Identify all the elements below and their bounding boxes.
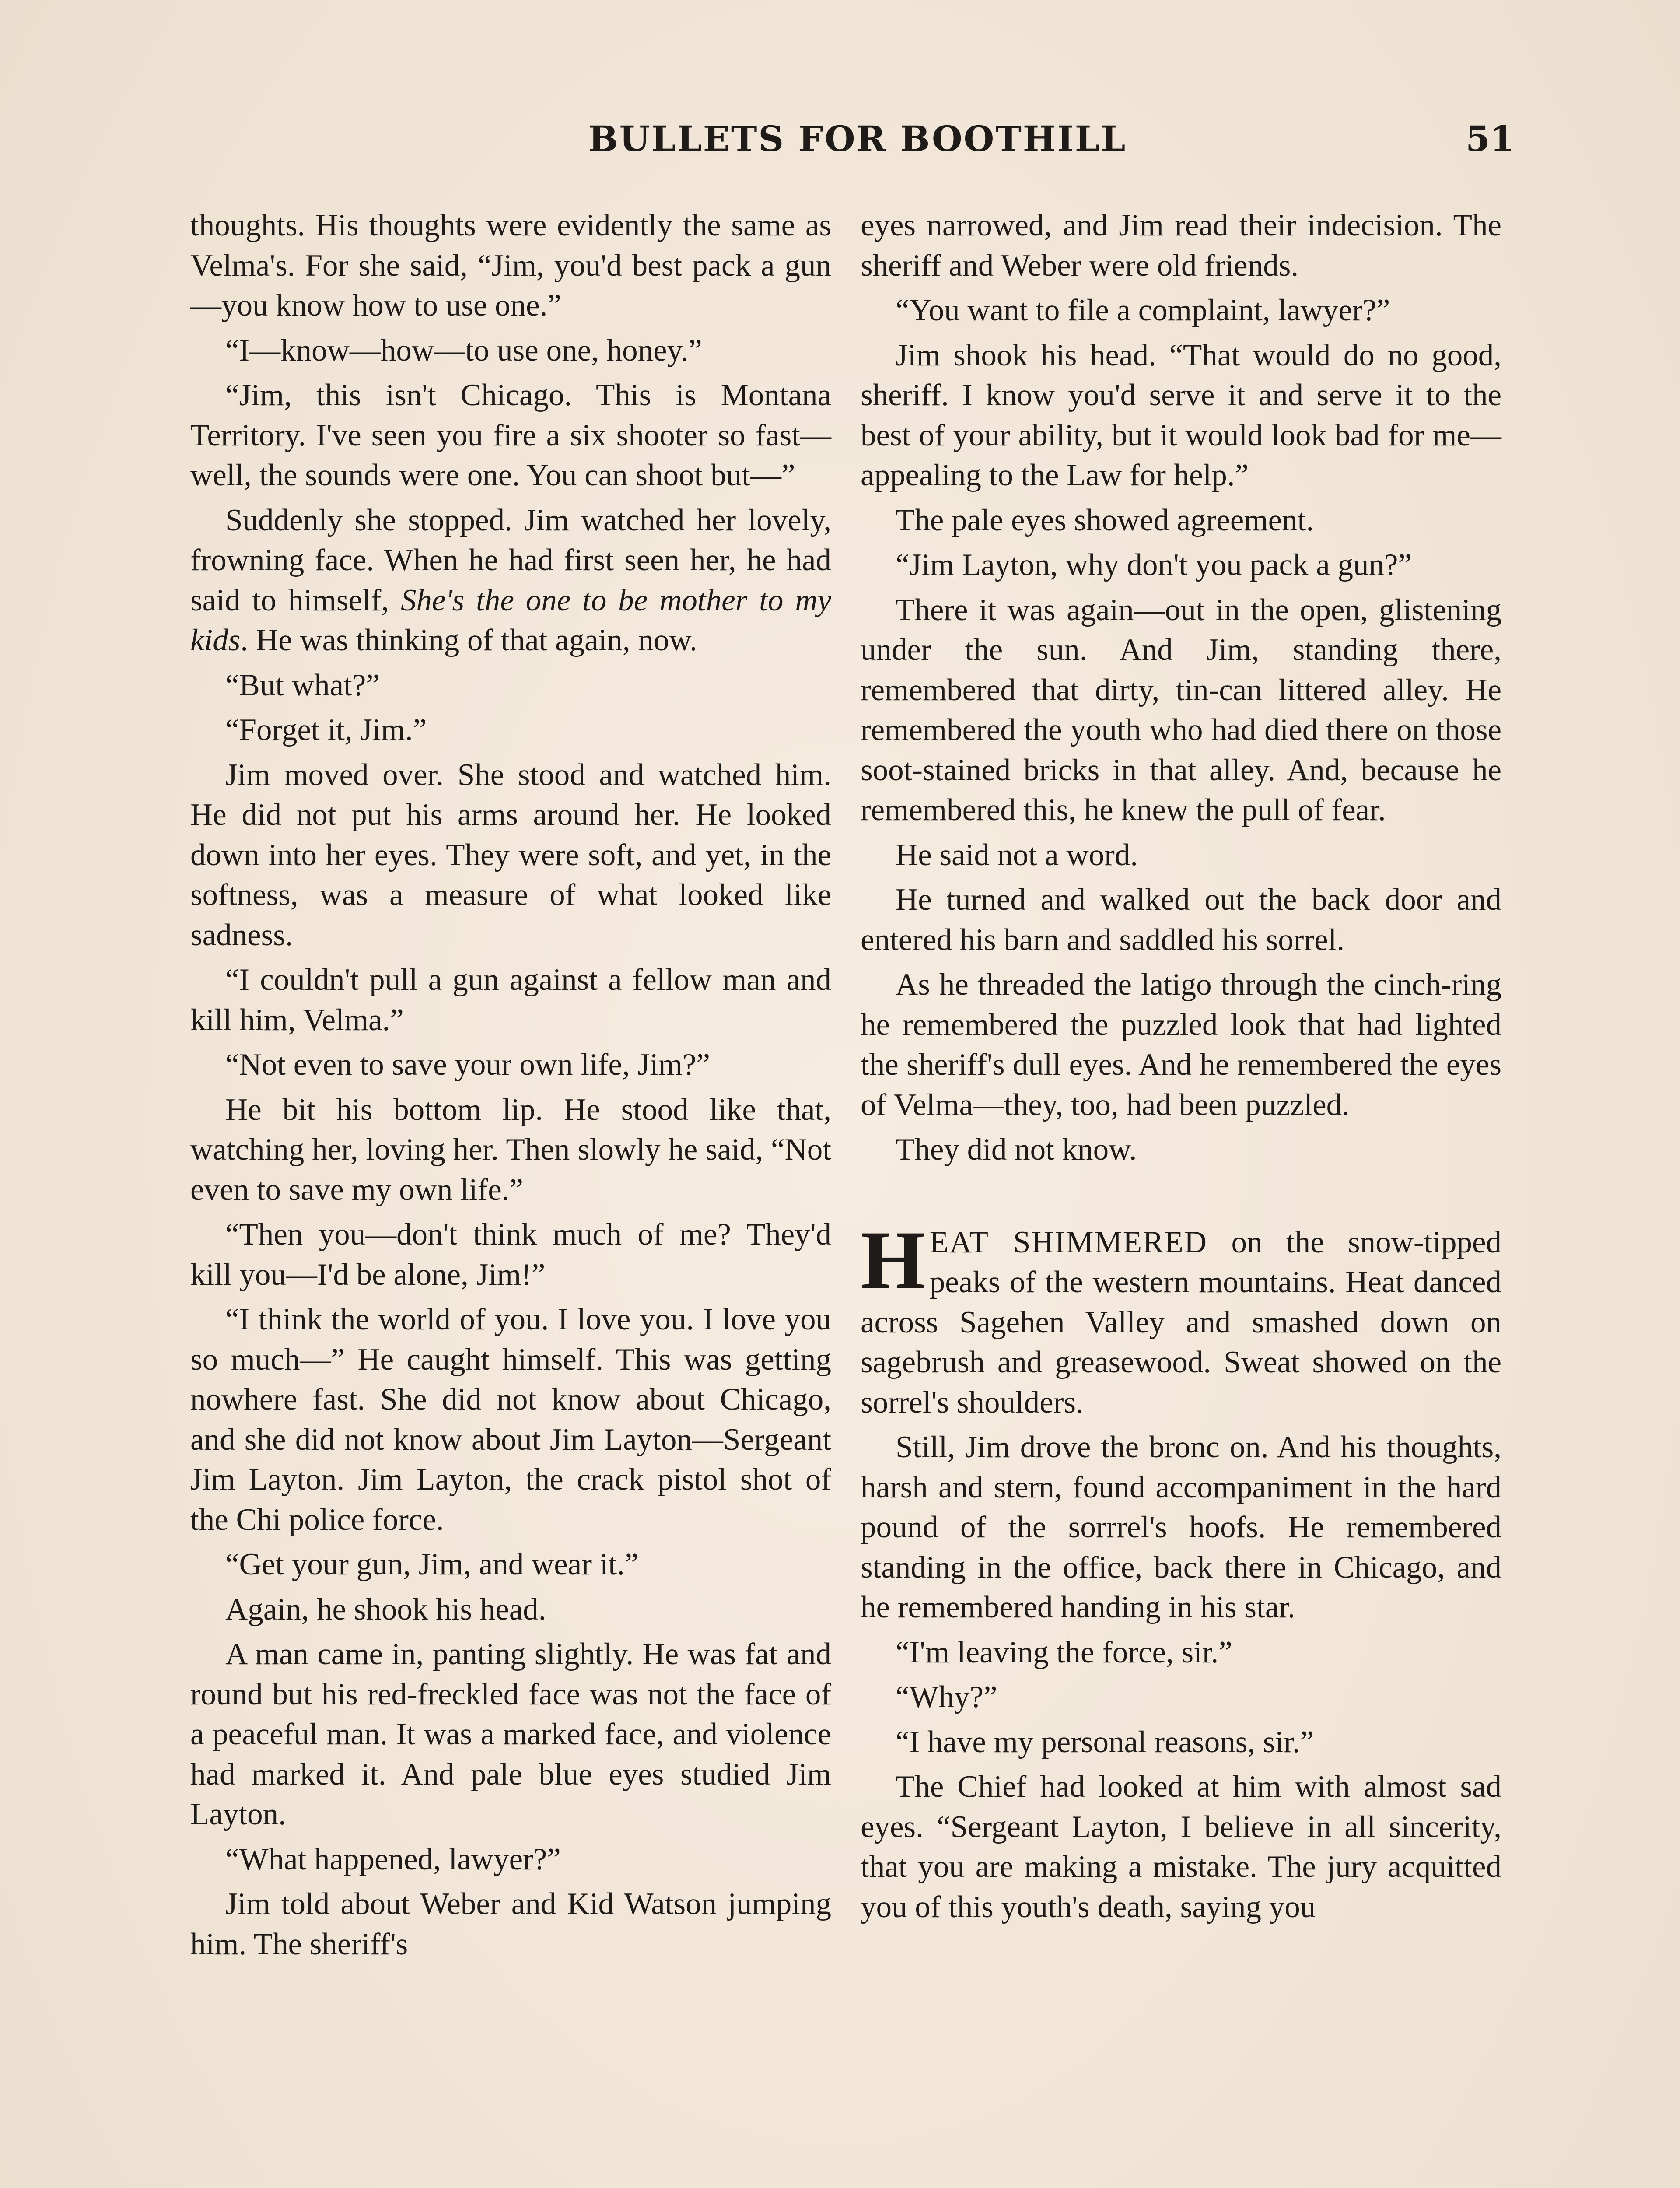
paragraph: Again, he shook his head. bbox=[225, 1592, 546, 1627]
paragraph: “You want to file a complaint, lawyer?” bbox=[896, 293, 1390, 327]
paragraph: “I—know—how—to use one, honey.” bbox=[225, 333, 702, 368]
italic-text: She's the one to be mother to my kids bbox=[190, 583, 832, 657]
paragraph: A man came in, panting slightly. He was fat and round but his red-freckled face was not the face of a peaceful man. It was a marked face, and violence had marked it. And pale blue eyes studied Jim Layton. bbox=[190, 1637, 831, 1831]
paragraph: “Jim Layton, why don't you pack a gun?” bbox=[896, 548, 1412, 582]
paragraph: “Forget it, Jim.” bbox=[225, 713, 427, 747]
section-opening-paragraph bbox=[861, 1214, 1502, 1423]
paragraph: The pale eyes showed agreement. bbox=[896, 503, 1314, 537]
paragraph: thoughts. His thoughts were evidently the same as Velma's. For she said, “Jim, you'd best pack a gun—you know how to use one.” bbox=[190, 208, 831, 323]
paragraph: Jim moved over. She stood and watched him. He did not put his arms around her. He looked down into her eyes. They were soft, and yet, in the softness, was a measure of what looked like sadness. bbox=[190, 757, 831, 952]
paragraph: “I think the world of you. I love you. I love you so much—” He caught himself. This was getting nowhere fast. She did not know about Chicago, and she did not know about Jim Layton—Sergeant Jim Layton. Jim Layton, the crack pistol shot of the Chi police force. bbox=[190, 1302, 831, 1537]
paragraph: Jim told about Weber and Kid Watson jumping him. The sheriff's bbox=[190, 1887, 831, 1961]
running-header: BULLETS FOR BOOTHILL bbox=[588, 118, 1127, 159]
paragraph: He said not a word. bbox=[896, 838, 1138, 872]
paragraph: They did not know. bbox=[896, 1133, 1137, 1167]
paragraph: Jim shook his head. “That would do no good, sheriff. I know you'd serve it and serve it to the best of your ability, but it would look bad for me—appealing to the Law for help.” bbox=[861, 338, 1502, 492]
drop-cap: H bbox=[861, 1214, 925, 1306]
paragraph: “Not even to save your own life, Jim?” bbox=[225, 1048, 710, 1082]
paragraph: Still, Jim drove the bronc on. And his thoughts, harsh and stern, found accompaniment in the hard pound of the sorrrel's hoofs. He remembered standing in the office, back there in Chicago, and he remembered handing in his star. bbox=[861, 1430, 1502, 1624]
text-run: . He was thinking of that again, now. bbox=[240, 623, 697, 657]
paragraph: He bit his bottom lip. He stood like that, watching her, loving her. Then slowly he said, “Not even to save my own life.” bbox=[190, 1092, 831, 1207]
paragraph: “Jim, this isn't Chicago. This is Montana Territory. I've seen you fire a six shooter so fast—well, the sounds were one. You can shoot but—” bbox=[190, 378, 831, 492]
left-column bbox=[190, 206, 831, 1969]
paragraph: “I couldn't pull a gun against a fellow man and kill him, Velma.” bbox=[190, 963, 831, 1037]
paragraph: There it was again—out in the open, glistening under the sun. And Jim, standing there, remembered that dirty, tin-can littered alley. He remembered the youth who had died there on those soot-stained bricks in that alley. And, because he remembered this, he knew the pull of fear. bbox=[861, 593, 1502, 827]
paragraph bbox=[190, 501, 831, 661]
paragraph: “I'm leaving the force, sir.” bbox=[896, 1635, 1232, 1669]
paragraph: eyes narrowed, and Jim read their indecision. The sheriff and Weber were old friends. bbox=[861, 208, 1502, 283]
paragraph: “But what?” bbox=[225, 668, 380, 702]
right-column bbox=[861, 206, 1502, 1932]
small-caps-lead: EAT SHIMMERED bbox=[929, 1225, 1208, 1259]
paragraph: As he threaded the latigo through the cinch-ring he remembered the puzzled look that had lighted the sheriff's dull eyes. And he remembered the eyes of Velma—they, too, had been puzzled. bbox=[861, 968, 1502, 1122]
paragraph: “I have my personal reasons, sir.” bbox=[896, 1725, 1314, 1759]
paragraph: He turned and walked out the back door and entered his barn and saddled his sorrel. bbox=[861, 883, 1502, 957]
paragraph: “Why?” bbox=[896, 1680, 998, 1714]
paragraph: The Chief had looked at him with almost sad eyes. “Sergeant Layton, I believe in all sincerity, that you are making a mistake. The jury acquitted you of this youth's death, saying you bbox=[861, 1770, 1502, 1924]
page-number: 51 bbox=[1466, 118, 1515, 159]
paragraph: “Get your gun, Jim, and wear it.” bbox=[225, 1547, 639, 1581]
paragraph: “What happened, lawyer?” bbox=[225, 1842, 561, 1876]
text-run: Suddenly she stopped. Jim watched her lovely, frowning face. When he had first seen her, he had said to himself, bbox=[190, 503, 831, 617]
text-run: on the snow-tipped peaks of the western mountains. Heat danced across Sagehen Valley and smashed down on sagebrush and greasewood. Sweat showed on the sorrel's shoulders. bbox=[861, 1225, 1502, 1420]
paragraph: “Then you—don't think much of me? They'd kill you—I'd be alone, Jim!” bbox=[190, 1217, 831, 1292]
